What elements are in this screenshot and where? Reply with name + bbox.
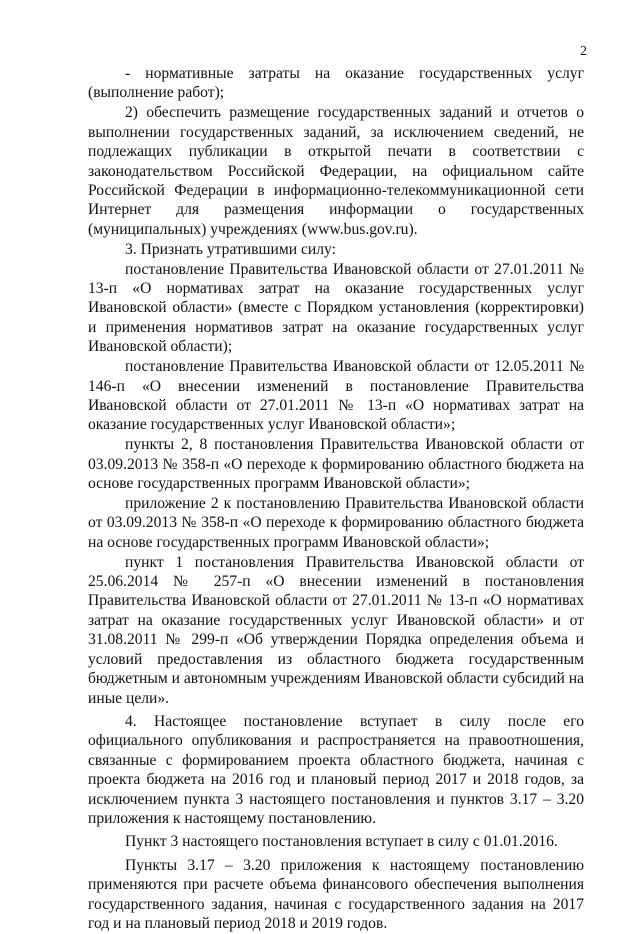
paragraph-item-4-effect: 4. Настоящее постановление вступает в силу после его официального опубликования и распространяется на правоотношения, связанные с формированием проекта областного бюджета, начиная с проекта бюджета на 2016 год и плановый период 2017 и 2018 годов, за исключением пункта 3 настоящего постановления и пунктов 3.17 – 3.20 приложения к настоящему постановлению. (88, 712, 584, 827)
paragraph-points-317-320: Пункты 3.17 – 3.20 приложения к настоящему постановлению применяются при расчете объема финансового обеспечения выполнения государственного задания, начиная с государственного задания на 2017 год и на плановый период 2018 и 2019 годов. (88, 856, 584, 932)
paragraph-item-2-publication: 2) обеспечить размещение государственных заданий и отчетов о выполнении государственных заданий, за исключением сведений, не подлежащих публикации в открытой печати в соответствии с законодательством Российской Федерации, на официальном сайте Российской Федерации в информационно-телекоммуникационной сети Интернет для размещения информации о государственных (муниципальных) учреждениях (www.bus.gov.ru). (88, 104, 584, 238)
paragraph-repeal-resolution-13p: постановление Правительства Ивановской области от 27.01.2011 № 13-п «О нормативах затрат на оказание государственных услуг Ивановской области» (вместе с Порядком установления (корректировки) и применения нормативов затрат на оказание государственных услуг Ивановской области); (88, 260, 584, 356)
page-number: 2 (580, 44, 587, 59)
paragraph-normative-costs: - нормативные затраты на оказание государственных услуг (выполнение работ); (88, 65, 584, 102)
paragraph-point-3-effect: Пункт 3 настоящего постановления вступает в силу с 01.01.2016. (125, 833, 558, 851)
paragraph-item-3-repeal: 3. Признать утратившими силу: (125, 240, 336, 258)
paragraph-repeal-appendix-358p: приложение 2 к постановлению Правительства Ивановской области от 03.09.2013 № 358-п «О переходе к формированию областного бюджета на основе государственных программ Ивановской области»; (88, 494, 584, 551)
document-body (88, 64, 584, 934)
paragraph-repeal-point-257p: пункт 1 постановления Правительства Ивановской области от 25.06.2014 № 257-п «О внесении изменений в постановления Правительства Ивановской области от 27.01.2011 № 13-п «О нормативах затрат на оказание государственных услуг Ивановской области» и от 31.08.2011 № 299-п «Об утверждении Порядка определения объема и условий предоставления из областного бюджета государственным бюджетным и автономным учреждениям Ивановской области субсидий на иные цели». (88, 553, 584, 707)
paragraph-repeal-resolution-146p: постановление Правительства Ивановской области от 12.05.2011 № 146-п «О внесении изменений в постановление Правительства Ивановской области от 27.01.2011 № 13-п «О нормативах затрат на оказание государственных услуг Ивановской области»; (88, 358, 584, 434)
paragraph-repeal-points-358p: пункты 2, 8 постановления Правительства Ивановской области от 03.09.2013 № 358-п «О переходе к формированию областного бюджета на основе государственных программ Ивановской области»; (88, 436, 584, 493)
